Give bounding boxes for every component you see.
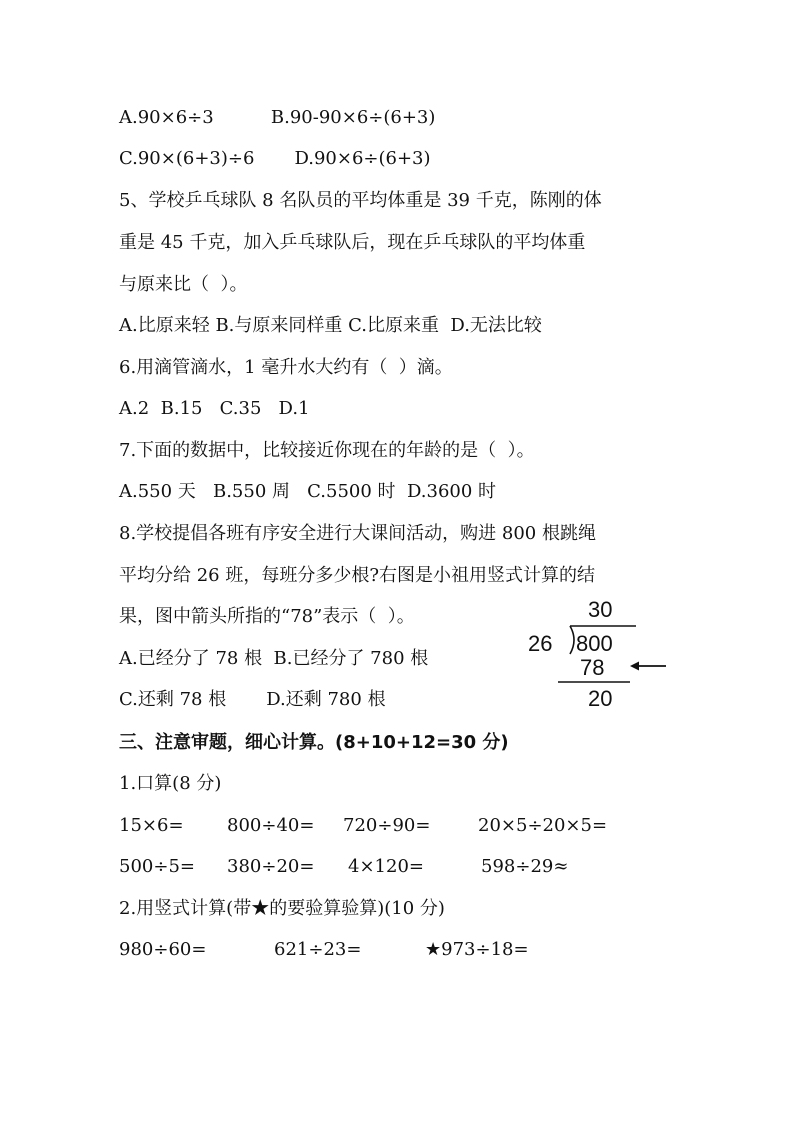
q7-options: A.550 天 B.550 周 C.5500 时 D.3600 时 <box>119 481 497 502</box>
q8-line-2: 平均分给 26 班，每班分多少根?右图是小祖用竖式计算的结 <box>119 565 595 586</box>
q8-options-c-d: C.还剩 78 根 D.还剩 780 根 <box>119 689 386 710</box>
q6-question: 6.用滴管滴水，1 毫升水大约有（ ）滴。 <box>119 357 453 378</box>
division-quotient: 30 <box>588 597 613 622</box>
oral-item: 15×6= <box>119 815 184 836</box>
division-bracket <box>570 626 574 654</box>
q6-options: A.2 B.15 C.35 D.1 <box>119 398 310 419</box>
q5-line-3: 与原来比（ ）。 <box>119 274 248 295</box>
q5-line-2: 重是 45 千克，加入乒乓球队后，现在乒乓球队的平均体重 <box>119 232 586 253</box>
oral-item: 598÷29≈ <box>481 856 569 877</box>
part1-title: 1.口算(8 分) <box>119 773 222 794</box>
q8-line-3: 果，图中箭头所指的“78”表示（ ）。 <box>119 606 415 627</box>
q7-question: 7.下面的数据中，比较接近你现在的年龄的是（ ）。 <box>119 440 535 461</box>
division-lines <box>526 596 676 712</box>
long-division-figure <box>526 596 676 712</box>
q5-options: A.比原来轻 B.与原来同样重 C.比原来重 D.无法比较 <box>119 315 542 336</box>
oral-item: 800÷40= <box>227 815 315 836</box>
part2-title: 2.用竖式计算(带★的要验算验算)(10 分) <box>119 898 445 919</box>
oral-item: 20×5÷20×5= <box>478 815 608 836</box>
section3-title: 三、注意审题，细心计算。(8+10+12=30 分) <box>119 732 509 753</box>
division-remainder: 20 <box>588 686 613 711</box>
oral-item: 500÷5= <box>119 856 195 877</box>
q5-line-1: 5、学校乒乓球队 8 名队员的平均体重是 39 千克，陈刚的体 <box>119 190 602 211</box>
oral-item: 380÷20= <box>227 856 315 877</box>
division-divisor: 26 <box>528 631 553 656</box>
vertical-item: 980÷60= <box>119 939 207 960</box>
oral-item: 4×120= <box>348 856 424 877</box>
q8-line-1: 8.学校提倡各班有序安全进行大课间活动，购进 800 根跳绳 <box>119 523 596 544</box>
q4-option-line-1: A.90×6÷3 B.90-90×6÷(6+3) <box>119 107 436 128</box>
division-dividend: 800 <box>576 631 613 656</box>
left-arrow-icon <box>630 660 670 672</box>
oral-item: 720÷90= <box>343 815 431 836</box>
vertical-item: ★973÷18= <box>425 939 529 960</box>
division-product: 78 <box>580 655 605 680</box>
vertical-item: 621÷23= <box>274 939 362 960</box>
q8-options-a-b: A.已经分了 78 根 B.已经分了 780 根 <box>119 648 429 669</box>
q4-option-line-2: C.90×(6+3)÷6 D.90×6÷(6+3) <box>119 148 431 169</box>
